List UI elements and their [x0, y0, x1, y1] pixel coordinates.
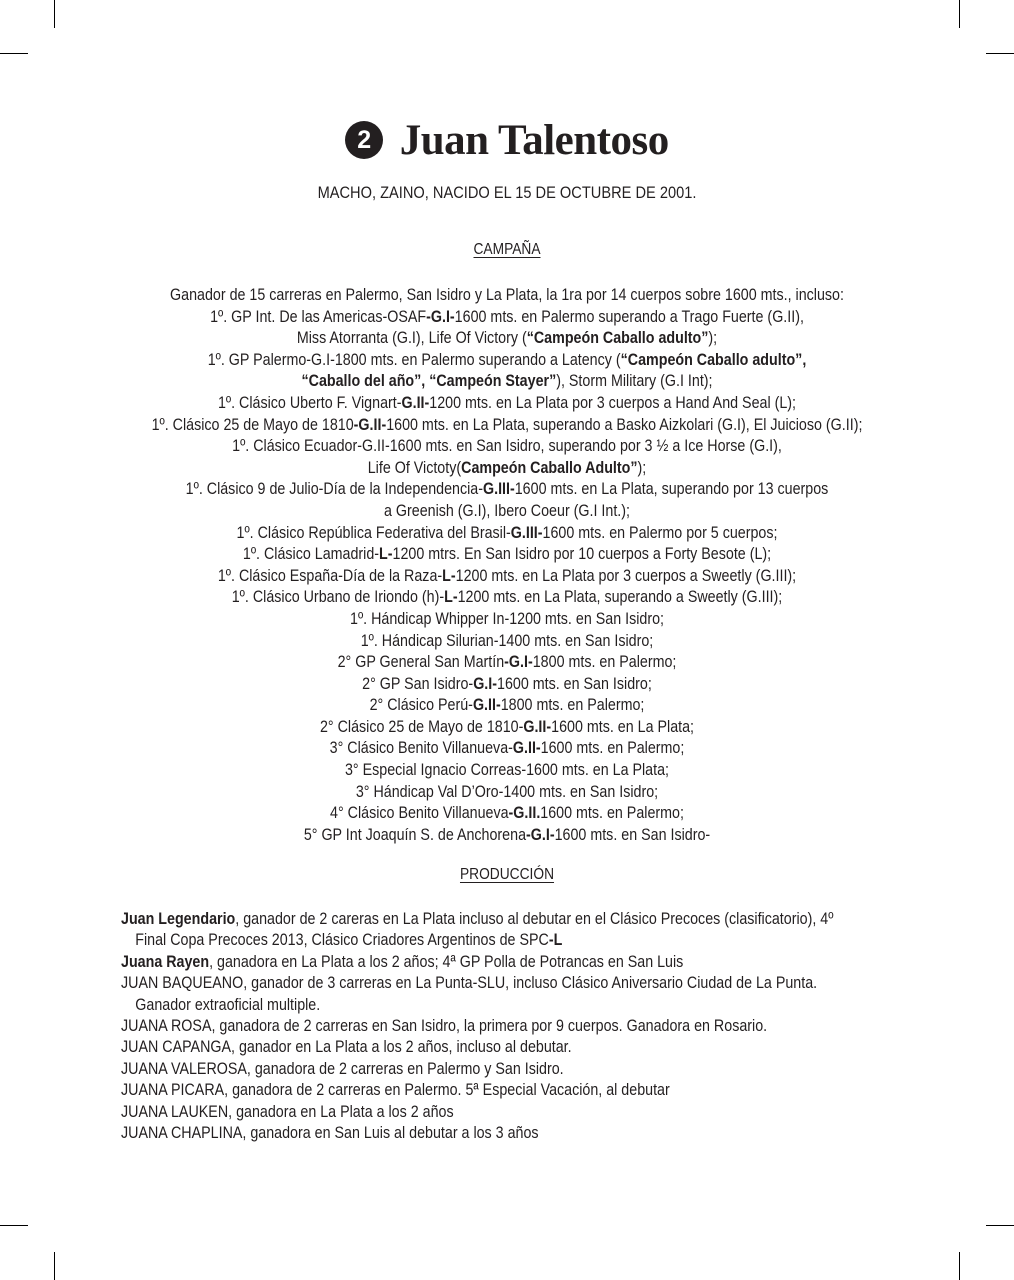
section-heading-campana: CAMPAÑA	[473, 241, 541, 258]
campana-line	[81, 781, 933, 803]
text-run: 1º. Clásico República Federativa del Brasil-	[236, 522, 511, 542]
bold-text: Campeón Caballo Adulto”	[461, 457, 638, 477]
campana-line	[81, 759, 933, 781]
text-run: 5° GP Int Joaquín S. de Anchorena	[303, 824, 527, 844]
produccion-line	[121, 1079, 869, 1100]
text-run: 1600 mts. en La Plata;	[551, 716, 695, 736]
bold-text: G.III-	[510, 522, 543, 542]
bold-text: L-	[444, 587, 458, 607]
bold-text: -G.I-	[526, 824, 555, 844]
text-run: );	[637, 457, 647, 477]
text-run: JUANA PICARA, ganadora de 2 carreras en Palermo. 5ª Especial Vacación, al debutar	[121, 1080, 670, 1100]
text-run: 1º. GP Palermo-G.I-1800 mts. en Palermo superando a Latency (	[207, 349, 621, 369]
text-run: 1200 mtrs. En San Isidro por 10 cuerpos a Forty Besote (L);	[392, 544, 772, 564]
text-run: 1600 mts. en Palermo;	[540, 803, 684, 823]
text-run: 1600 mts. en La Plata, superando a Basko Aizkolari (G.I), El Juicioso (G.II);	[386, 414, 863, 434]
bold-text: L-	[379, 544, 393, 564]
text-run: 1º. Clásico España-Día de la Raza-	[217, 565, 443, 585]
bold-text: G.I-	[473, 673, 498, 693]
horse-description: MACHO, ZAINO, NACIDO EL 15 DE OCTUBRE DE 2001.	[317, 183, 697, 202]
text-run: JUANA ROSA, ganadora de 2 carreras en San Isidro, la primera por 9 cuerpos. Ganadora en Rosario.	[121, 1016, 768, 1036]
campana-line	[81, 565, 933, 587]
title-row	[0, 116, 1014, 165]
text-run: 1º. Clásico Ecuador-G.II-1600 mts. en San Isidro, superando por 3 ½ a Ice Horse (G.I),	[232, 436, 782, 456]
text-run: 1600 mts. en La Plata, superando por 13 cuerpos	[514, 479, 829, 499]
text-run: 1600 mts. en San Isidro-	[554, 824, 711, 844]
campana-list	[0, 284, 1014, 845]
produccion-line	[121, 972, 869, 993]
text-run: JUANA VALEROSA, ganadora de 2 carreras en Palermo y San Isidro.	[121, 1058, 564, 1078]
produccion-line	[121, 951, 869, 972]
text-run: JUANA CHAPLINA, ganadora en San Luis al debutar a los 3 años	[121, 1123, 539, 1143]
text-run: 1600 mts. en Palermo superando a Trago Fuerte (G.II),	[454, 306, 804, 326]
text-run: a Greenish (G.I), Ibero Coeur (G.I Int.);	[383, 500, 631, 520]
campana-line	[81, 586, 933, 608]
text-run: Final Copa Precoces 2013, Clásico Criadores Argentinos de SPC	[135, 930, 549, 950]
text-run: Ganador extraoficial multiple.	[135, 994, 321, 1014]
campana-line	[81, 457, 933, 479]
text-run: , ganadora en La Plata a los 2 años; 4ª GP Polla de Potrancas en San Luis	[209, 951, 684, 971]
campana-line	[81, 284, 933, 306]
text-run: JUAN CAPANGA, ganador en La Plata a los 2 años, incluso al debutar.	[121, 1037, 572, 1057]
text-run: 1200 mts. en La Plata, superando a Sweetly (G.III);	[457, 587, 783, 607]
text-run: 1600 mts. en San Isidro;	[497, 673, 652, 693]
campana-line	[81, 306, 933, 328]
text-run: 2° GP San Isidro-	[362, 673, 474, 693]
produccion-line	[121, 994, 869, 1015]
produccion-list	[121, 908, 1011, 1143]
campana-line	[81, 500, 933, 522]
text-run: Life Of Victoty(	[367, 457, 462, 477]
text-run: 1800 mts. en Palermo;	[500, 695, 645, 715]
crop-mark-bottom-right-horizontal	[986, 1225, 1014, 1226]
bold-text: -G.I-	[426, 306, 455, 326]
produccion-line	[121, 1101, 869, 1122]
text-run: 1º. GP Int. De las Americas-OSAF	[210, 306, 427, 326]
text-run: 3° Clásico Benito Villanueva-	[329, 738, 513, 758]
text-run: 1º. Hándicap Silurian-1400 mts. en San Isidro;	[360, 630, 654, 650]
campana-line	[81, 522, 933, 544]
text-run: 1º. Clásico 25 de Mayo de 1810	[151, 414, 354, 434]
text-run: 3° Hándicap Val D’Oro-1400 mts. en San Isidro;	[355, 781, 659, 801]
bold-text: Juan Legendario	[121, 909, 236, 928]
text-run: 1º. Hándicap Whipper In-1200 mts. en San Isidro;	[349, 608, 664, 628]
bold-text: Juana Rayen	[121, 951, 210, 971]
text-run: 1600 mts. en Palermo por 5 cuerpos;	[542, 522, 778, 542]
campana-line	[81, 543, 933, 565]
crop-mark-bottom-left-vertical	[54, 1252, 55, 1280]
bold-text: G.II-	[472, 695, 501, 715]
campana-line	[81, 608, 933, 630]
text-run: 1º. Clásico 9 de Julio-Día de la Independencia-	[185, 479, 484, 499]
text-run: Miss Atorranta (G.I), Life Of Victory (	[296, 328, 527, 348]
produccion-line	[121, 929, 869, 950]
bold-text: -G.II.	[508, 803, 541, 823]
bold-text: G.II-	[512, 738, 541, 758]
bold-text: -G.II-	[353, 414, 387, 434]
text-run: 4° Clásico Benito Villanueva	[330, 803, 509, 823]
text-run: ), Storm Military (G.I Int);	[556, 371, 713, 391]
crop-mark-bottom-left-horizontal	[0, 1225, 28, 1226]
text-run: 2° Clásico Perú-	[369, 695, 473, 715]
text-run: 1º. Clásico Urbano de Iriondo (h)-	[231, 587, 445, 607]
campana-line	[81, 694, 933, 716]
text-run: );	[708, 328, 718, 348]
produccion-line	[121, 1036, 869, 1057]
campana-line	[81, 478, 933, 500]
text-run: 1º. Clásico Lamadrid-	[242, 544, 380, 564]
crop-mark-top-right-vertical	[959, 0, 960, 28]
page-title: Juan Talentoso	[399, 117, 669, 164]
campana-line	[81, 435, 933, 457]
bold-text: G.III-	[483, 479, 515, 499]
bold-text: -G.I-	[504, 652, 533, 672]
number-badge: 2	[345, 121, 383, 159]
text-run: 1800 mts. en Palermo;	[532, 652, 677, 672]
crop-mark-top-left-vertical	[54, 0, 55, 28]
campana-line	[81, 716, 933, 738]
campana-line	[81, 673, 933, 695]
crop-mark-bottom-right-vertical	[959, 1252, 960, 1280]
crop-mark-top-left-horizontal	[0, 53, 28, 54]
campana-line	[81, 802, 933, 824]
campana-line	[81, 414, 933, 436]
crop-mark-top-right-horizontal	[986, 53, 1014, 54]
campana-line	[81, 327, 933, 349]
text-run: 1200 mts. en La Plata por 3 cuerpos a Sweetly (G.III);	[455, 565, 797, 585]
text-run: JUANA LAUKEN, ganadora en La Plata a los 2 años	[121, 1101, 454, 1121]
bold-text: L-	[442, 565, 456, 585]
produccion-line	[121, 1122, 869, 1143]
bold-text: G.II-	[401, 392, 430, 412]
campana-line	[81, 737, 933, 759]
campana-line	[81, 651, 933, 673]
text-run: , ganador de 2 careras en La Plata incluso al debutar en el Clásico Precoces (clasificatorio), 4º	[235, 909, 834, 928]
bold-text: “Campeón Caballo adulto”	[526, 328, 709, 348]
campana-line	[81, 392, 933, 414]
bold-text: G.II-	[523, 716, 552, 736]
campana-line	[81, 630, 933, 652]
bold-text: “Campeón Caballo adulto”,	[620, 349, 807, 369]
text-run: 1600 mts. en Palermo;	[540, 738, 685, 758]
text-run: 1º. Clásico Uberto F. Vignart-	[217, 392, 402, 412]
campana-line	[81, 370, 933, 392]
bold-text: -L	[548, 930, 563, 950]
text-run: 1200 mts. en La Plata por 3 cuerpos a Hand And Seal (L);	[429, 392, 797, 412]
section-heading-produccion: PRODUCCIÓN	[459, 866, 555, 883]
text-run: Ganador de 15 carreras en Palermo, San Isidro y La Plata, la 1ra por 14 cuerpos sobre 1600 mts., incluso:	[170, 285, 844, 304]
campana-line	[81, 824, 933, 846]
produccion-line	[121, 1015, 869, 1036]
text-run: 2° GP General San Martín	[337, 652, 505, 672]
text-run: 2° Clásico 25 de Mayo de 1810-	[319, 716, 524, 736]
text-run: 3° Especial Ignacio Correas-1600 mts. en La Plata;	[344, 760, 670, 780]
produccion-line	[121, 908, 869, 929]
text-run: JUAN BAQUEANO, ganador de 3 carreras en La Punta-SLU, incluso Clásico Aniversario Ciudad de La Punta.	[121, 973, 818, 993]
bold-text: “Caballo del año”, “Campeón Stayer”	[301, 371, 557, 391]
campana-line	[81, 349, 933, 371]
produccion-line	[121, 1058, 869, 1079]
